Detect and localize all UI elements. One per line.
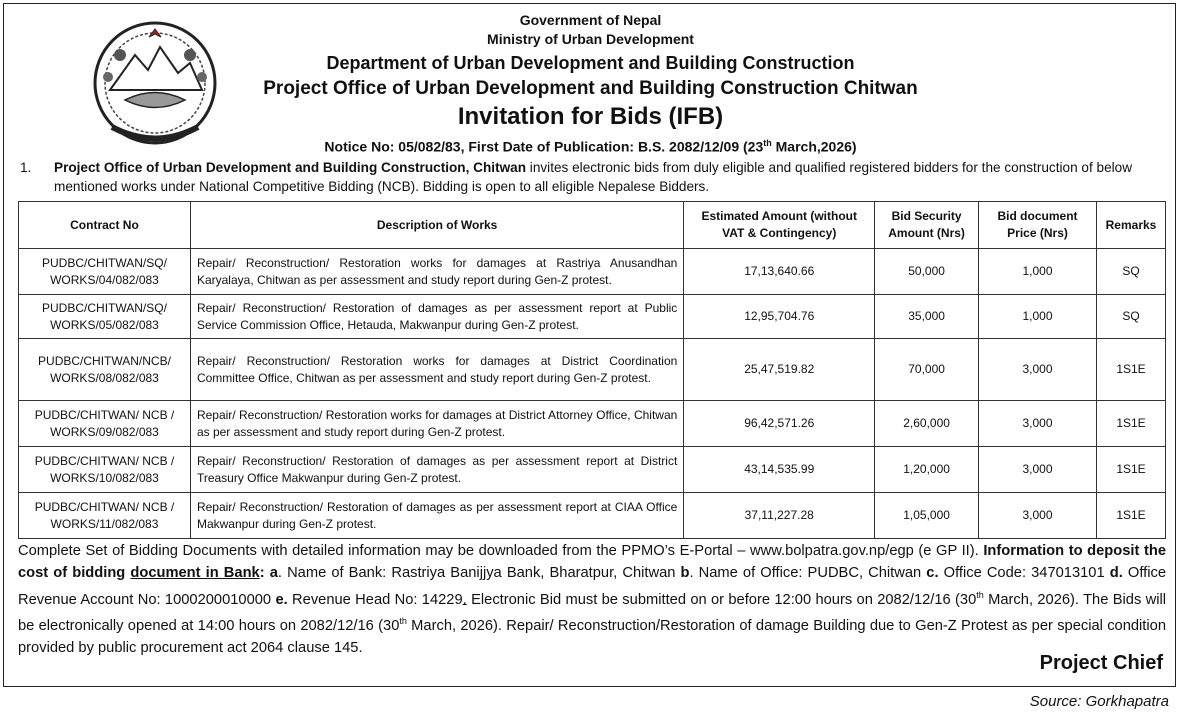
portal-text: Complete Set of Bidding Documents with detailed information may be downloaded from the PPMO’s E-Portal – www.bolpatra.gov.np/egp (e GP II). — [18, 543, 979, 559]
project-office-name: Project Office of Urban Development and Building Construction Chitwan — [263, 78, 918, 99]
document-price: 3,000 — [979, 447, 1097, 493]
work-description: Repair/ Reconstruction/ Restoration works for damages at District Attorney Office, Chitwan as per assessment and study report during Gen-Z protest. — [190, 401, 683, 447]
remarks: 1S1E — [1096, 493, 1165, 539]
signature: Project Chief — [1039, 652, 1163, 674]
col-remarks: Remarks — [1096, 202, 1165, 249]
table-header-row — [19, 202, 1166, 249]
bid-security: 50,000 — [875, 249, 979, 295]
remarks: SQ — [1096, 249, 1165, 295]
remarks: 1S1E — [1096, 401, 1165, 447]
ministry-name: Ministry of Urban Development — [487, 31, 694, 47]
department-name: Department of Urban Development and Building Construction — [326, 53, 855, 73]
document-price: 1,000 — [979, 249, 1097, 295]
page-title: Invitation for Bids (IFB) — [457, 103, 724, 130]
bid-security: 35,000 — [875, 295, 979, 339]
col-contract-no: Contract No — [19, 202, 191, 249]
contract-no: PUDBC/CHITWAN/SQ/ WORKS/05/082/083 — [19, 295, 191, 339]
bid-security: 1,20,000 — [875, 447, 979, 493]
document-price: 3,000 — [979, 493, 1097, 539]
work-description: Repair/ Reconstruction/ Restoration of damages as per assessment report at CIAA Office Makwanpur during Gen-Z protest. — [190, 493, 683, 539]
works-table — [18, 201, 1166, 539]
intro-bold: Project Office of Urban Development and Building Construction, Chitwan — [54, 160, 527, 175]
work-description: Repair/ Reconstruction/ Restoration works for damages at District Coordination Committee Office, Chitwan as per assessment and study report during Gen-Z protest. — [190, 339, 683, 401]
work-description: Repair/ Reconstruction/ Restoration of damages as per assessment report at District Treasury Office Makwanpur during Gen-Z protest. — [190, 447, 683, 493]
col-bid-security: Bid Security Amount (Nrs) — [875, 202, 979, 249]
government-name: Government of Nepal — [519, 12, 662, 28]
table-row — [19, 295, 1166, 339]
intro-number: 1. — [20, 160, 32, 175]
estimated-amount: 17,13,640.66 — [684, 249, 875, 295]
bid-security: 70,000 — [875, 339, 979, 401]
estimated-amount: 96,42,571.26 — [684, 401, 875, 447]
contract-no: PUDBC/CHITWAN/ NCB / WORKS/10/082/083 — [19, 447, 191, 493]
estimated-amount: 12,95,704.76 — [684, 295, 875, 339]
estimated-amount: 43,14,535.99 — [684, 447, 875, 493]
bid-security: 1,05,000 — [875, 493, 979, 539]
contract-no: PUDBC/CHITWAN/ NCB / WORKS/09/082/083 — [19, 401, 191, 447]
contract-no: PUDBC/CHITWAN/SQ/ WORKS/04/082/083 — [19, 249, 191, 295]
table-row — [19, 447, 1166, 493]
work-description: Repair/ Reconstruction/ Restoration of damages as per assessment report at Public Service Commission Office, Hetauda, Makwanpur during Gen-Z protest. — [190, 295, 683, 339]
estimated-amount: 37,11,227.28 — [684, 493, 875, 539]
work-description: Repair/ Reconstruction/ Restoration works for damages at Rastriya Anusandhan Karyalaya, Chitwan as per assessment and study report during Gen-Z protest. — [190, 249, 683, 295]
deposit-heading: Information to deposit the cost of bidding document in Bank: a — [18, 543, 1166, 581]
remarks: SQ — [1096, 295, 1165, 339]
table-row — [19, 339, 1166, 401]
col-estimated-amount: Estimated Amount (without VAT & Contingency) — [684, 202, 875, 249]
table-row — [19, 249, 1166, 295]
bid-security: 2,60,000 — [875, 401, 979, 447]
table-row — [19, 401, 1166, 447]
col-description: Description of Works — [190, 202, 683, 249]
source-credit: Source: Gorkhapatra — [1029, 693, 1169, 710]
contract-no: PUDBC/CHITWAN/ NCB / WORKS/11/082/083 — [19, 493, 191, 539]
document-price: 3,000 — [979, 339, 1097, 401]
document-price: 3,000 — [979, 401, 1097, 447]
remarks: 1S1E — [1096, 339, 1165, 401]
table-row — [19, 493, 1166, 539]
intro-text: invites electronic bids from duly eligible and qualified registered bidders for the construction of below mentioned works under National Competitive Bidding (NCB). Bidding is open to all eligible Nepalese Bidders. — [54, 160, 1133, 194]
notice-line: Notice No: 05/082/83, First Date of Publication: B.S. 2082/12/09 (23th March,2026) — [324, 138, 857, 155]
remarks: 1S1E — [1096, 447, 1165, 493]
document-price: 1,000 — [979, 295, 1097, 339]
footer-paragraph: Complete Set of Bidding Documents with detailed information may be downloaded from the PPMO’s E-Portal – www.bolpatra.gov.np/egp (e GP II). Information to deposit the cost of bidding document in Bank: a. Name of Bank: Rastriya Banijjya Bank, Bharatpur, Chitwan b. Name of Office: PUDBC, Chitwan c. Office Code: 347013101 d. Office Revenue Account No: 1000200010000 e. Revenue Head No: 14229. Electronic Bid must be submitted on or before 12:00 hours on 2082/12/16 (30th March, 2026). The Bids will be electronically opened at 14:00 hours on 2082/12/16 (30th March, 2026). Repair/ Reconstruction/Restoration of damage Building due to Gen-Z Protest as per special condition provided by public procurement act 2064 clause 145. — [18, 543, 1167, 656]
col-document-price: Bid document Price (Nrs) — [979, 202, 1097, 249]
contract-no: PUDBC/CHITWAN/NCB/ WORKS/08/082/083 — [19, 339, 191, 401]
estimated-amount: 25,47,519.82 — [684, 339, 875, 401]
